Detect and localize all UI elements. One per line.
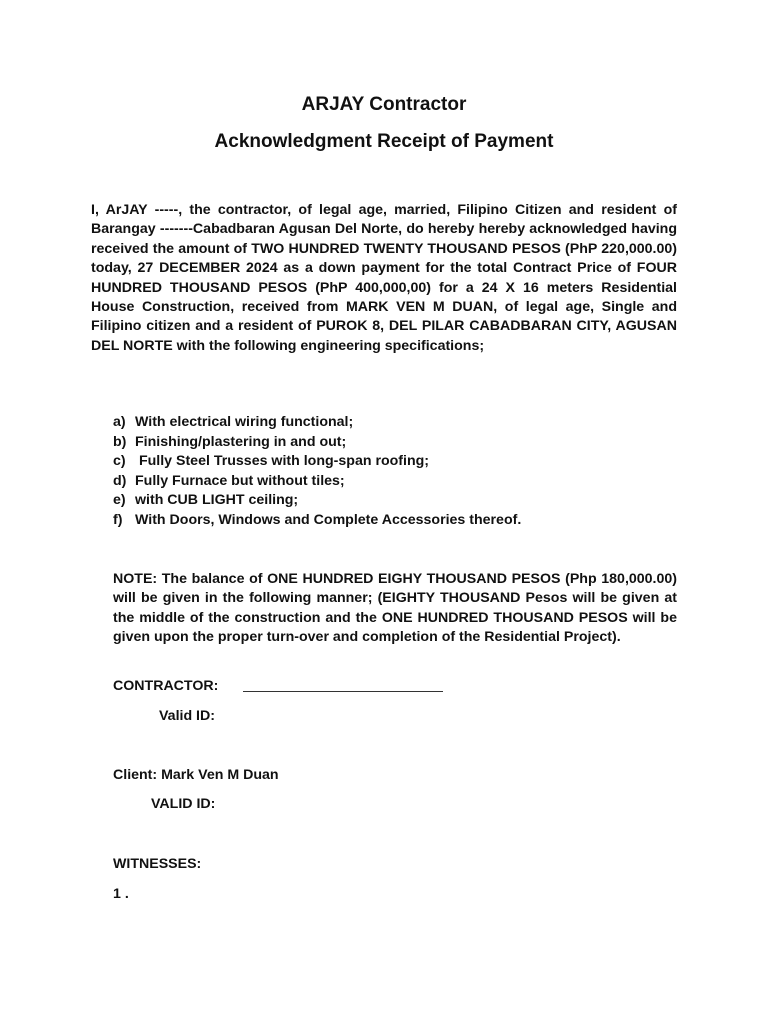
contractor-label: CONTRACTOR:	[113, 678, 219, 694]
list-item-letter: a)	[113, 414, 126, 430]
document-title: ARJAY Contractor	[301, 94, 467, 115]
list-item	[113, 511, 673, 531]
list-item	[113, 433, 673, 453]
list-item	[113, 452, 673, 472]
client-valid-id-label: VALID ID:	[151, 796, 216, 812]
list-item-text: With electrical wiring functional;	[135, 414, 354, 430]
list-item-letter: f)	[113, 511, 123, 528]
list-item-text: Fully Furnace but without tiles;	[135, 472, 345, 489]
list-item-text: Finishing/plastering in and out;	[135, 433, 347, 450]
client-label: Client: Mark Ven M Duan	[113, 767, 279, 783]
contractor-valid-id-label: Valid ID:	[159, 708, 215, 724]
list-item-letter: b)	[113, 433, 127, 450]
list-item-text: Fully Steel Trusses with long-span roofing;	[135, 453, 430, 470]
intro-paragraph: I, ArJAY -----, the contractor, of legal age, married, Filipino Citizen and resident of Barangay -------Cabadbaran Agusan Del Norte, do hereby hereby acknowledged having received the amount of TWO HUNDRED TWENTY THOUSAND PESOS (PhP 220,000.00) today, 27 DECEMBER 2024 as a down payment for the total Contract Price of FOUR HUNDRED THOUSAND PESOS (PhP 400,000,00) for a 24 X 16 meters Residential House Construction, received from MARK VEN M DUAN, of legal age, Single and Filipino citizen and a resident of PUROK 8, DEL PILAR CABADBARAN CITY, AGUSAN DEL NORTE with the following engineering specifications;	[91, 202, 677, 354]
list-item-letter: c)	[113, 453, 126, 470]
list-item-letter: d)	[113, 472, 127, 489]
witness-1-label: 1 .	[113, 886, 129, 902]
list-item-text: with CUB LIGHT ceiling;	[135, 492, 299, 509]
payment-note: NOTE: The balance of ONE HUNDRED EIGHY THOUSAND PESOS (Php 180,000.00) will be given in the following manner; (EIGHTY THOUSAND Pesos will be given at the middle of the construction and the ONE HUNDRED THOUSAND PESOS will be given upon the proper turn-over and completion of the Residential Project).	[113, 571, 677, 646]
list-item	[113, 413, 673, 433]
document-subtitle: Acknowledgment Receipt of Payment	[214, 131, 554, 152]
list-item-letter: e)	[113, 492, 126, 509]
list-item	[113, 491, 673, 511]
list-item	[113, 472, 673, 492]
witnesses-label: WITNESSES:	[113, 856, 202, 872]
specifications-list	[113, 413, 673, 531]
list-item-text: With Doors, Windows and Complete Accessories thereof.	[135, 511, 522, 528]
contractor-signature-line	[243, 691, 443, 692]
